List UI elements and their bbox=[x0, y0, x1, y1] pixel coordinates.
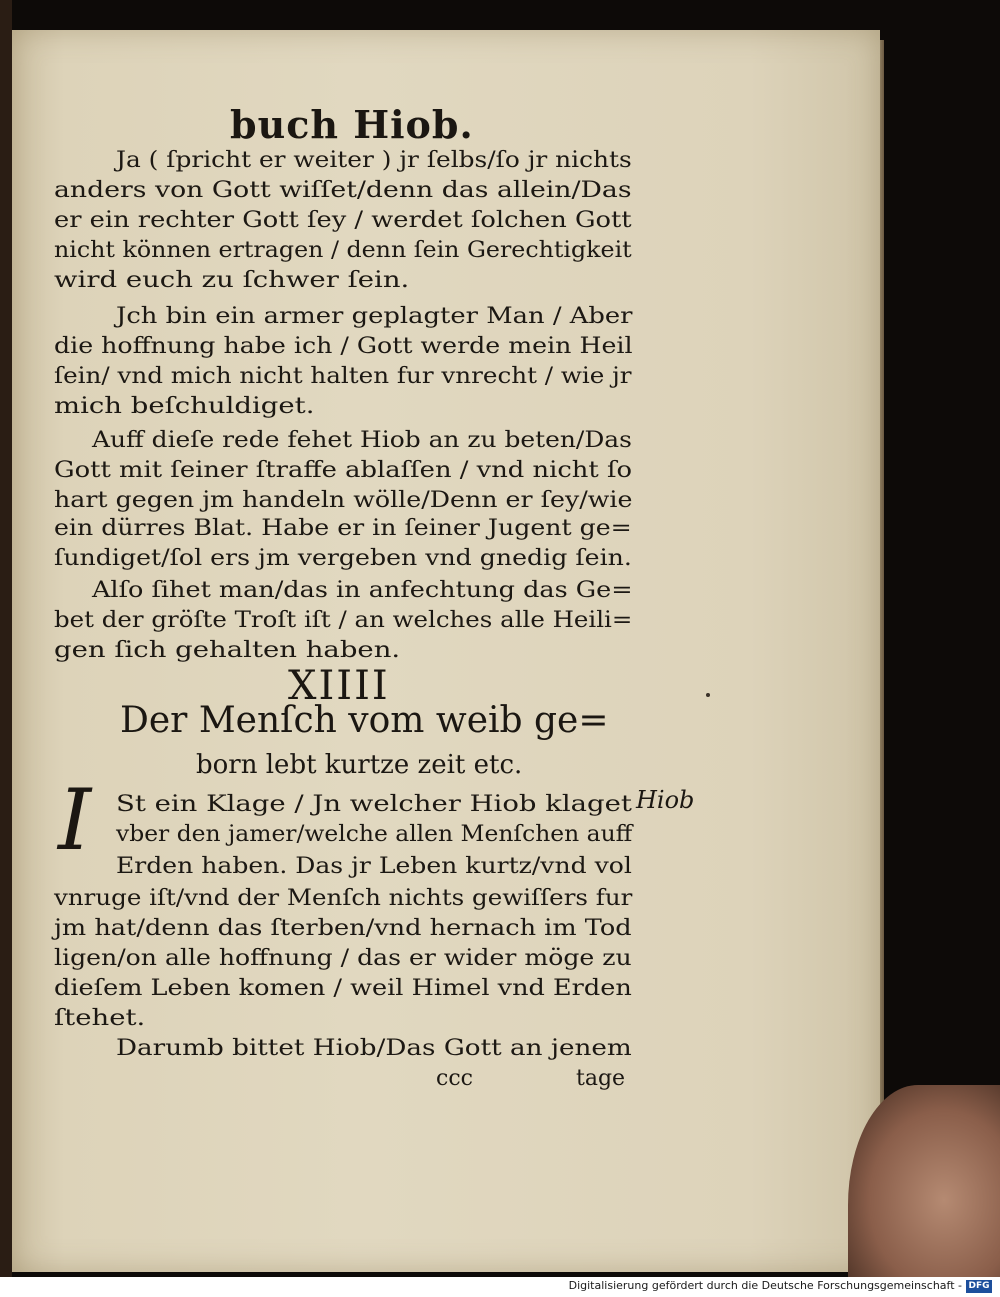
binding-edge bbox=[0, 0, 12, 1277]
text-line: Gott mit ſeiner ſtraffe ablaſſen / vnd nicht ſo bbox=[54, 458, 633, 483]
text-line: nicht können ertragen / denn ſein Gerechtigkeit bbox=[54, 238, 632, 263]
text-line: Ja ( ſpricht er weiter ) jr ſelbs/ſo jr nichts bbox=[116, 148, 632, 173]
text-line: anders von Gott wiſſet/denn das allein/Das bbox=[54, 178, 632, 203]
text-line: ligen/on alle hoffnung / das er wider möge zu bbox=[54, 946, 632, 971]
footer-credit: Digitalisierung gefördert durch die Deutsche Forschungsgemeinschaft - bbox=[568, 1279, 962, 1292]
marginal-note: Hiob bbox=[636, 786, 695, 814]
ink-speck bbox=[706, 693, 710, 697]
text-line: St ein Klage / Jn welcher Hiob klaget bbox=[116, 792, 632, 817]
dfg-logo: DFG bbox=[966, 1280, 992, 1293]
text-line: jm hat/denn das ſterben/vnd hernach im Tod bbox=[54, 916, 632, 941]
text-line: bet der gröſte Troſt iſt / an welches alle Heili= bbox=[54, 608, 633, 633]
text-line: wird euch zu ſchwer ſein. bbox=[54, 268, 410, 293]
text-line: er ein rechter Gott ſey / werdet ſolchen Gott bbox=[54, 208, 632, 233]
text-line: hart gegen jm handeln wölle/Denn er ſey/wie bbox=[54, 488, 633, 513]
text-line: Darumb bittet Hiob/Das Gott an jenem bbox=[116, 1036, 632, 1061]
text-line: dieſem Leben komen / weil Himel vnd Erden bbox=[54, 976, 632, 1001]
text-line: Erden haben. Das jr Leben kurtz/vnd vol bbox=[116, 854, 632, 879]
running-head: buch Hiob. bbox=[230, 102, 474, 147]
chapter-title-line1: Der Menſch vom weib ge= bbox=[120, 700, 609, 741]
drop-initial: I bbox=[58, 771, 92, 869]
text-line: Alſo ſihet man/das in anfechtung das Ge= bbox=[92, 578, 633, 603]
chapter-number: XIIII bbox=[288, 663, 390, 709]
text-line: Jch bin ein armer geplagter Man / Aber bbox=[116, 304, 633, 329]
text-line: ſtehet. bbox=[54, 1006, 146, 1031]
text-line: Auff dieſe rede fehet Hiob an zu beten/Das bbox=[92, 428, 632, 453]
catchword: tage bbox=[576, 1066, 626, 1091]
text-line: ein dürres Blat. Habe er in ſeiner Jugent ge= bbox=[54, 516, 632, 541]
text-line: vnruge iſt/vnd der Menſch nichts gewiſſers fur bbox=[54, 886, 633, 911]
text-line: mich beſchuldiget. bbox=[54, 394, 315, 419]
signature-mark: ccc bbox=[436, 1066, 473, 1091]
text-line: die hoffnung habe ich / Gott werde mein Heil bbox=[54, 334, 633, 359]
footer-bar bbox=[0, 1277, 1000, 1297]
text-line: ſundiget/ſol ers jm vergeben vnd gnedig ſein. bbox=[54, 546, 632, 571]
text-line: vber den jamer/welche allen Menſchen auff bbox=[116, 822, 633, 847]
text-line: ſein/ vnd mich nicht halten fur vnrecht / wie jr bbox=[54, 364, 632, 389]
chapter-title-line2: born lebt kurtze zeit etc. bbox=[196, 750, 523, 780]
text-line: gen ſich gehalten haben. bbox=[54, 638, 401, 663]
